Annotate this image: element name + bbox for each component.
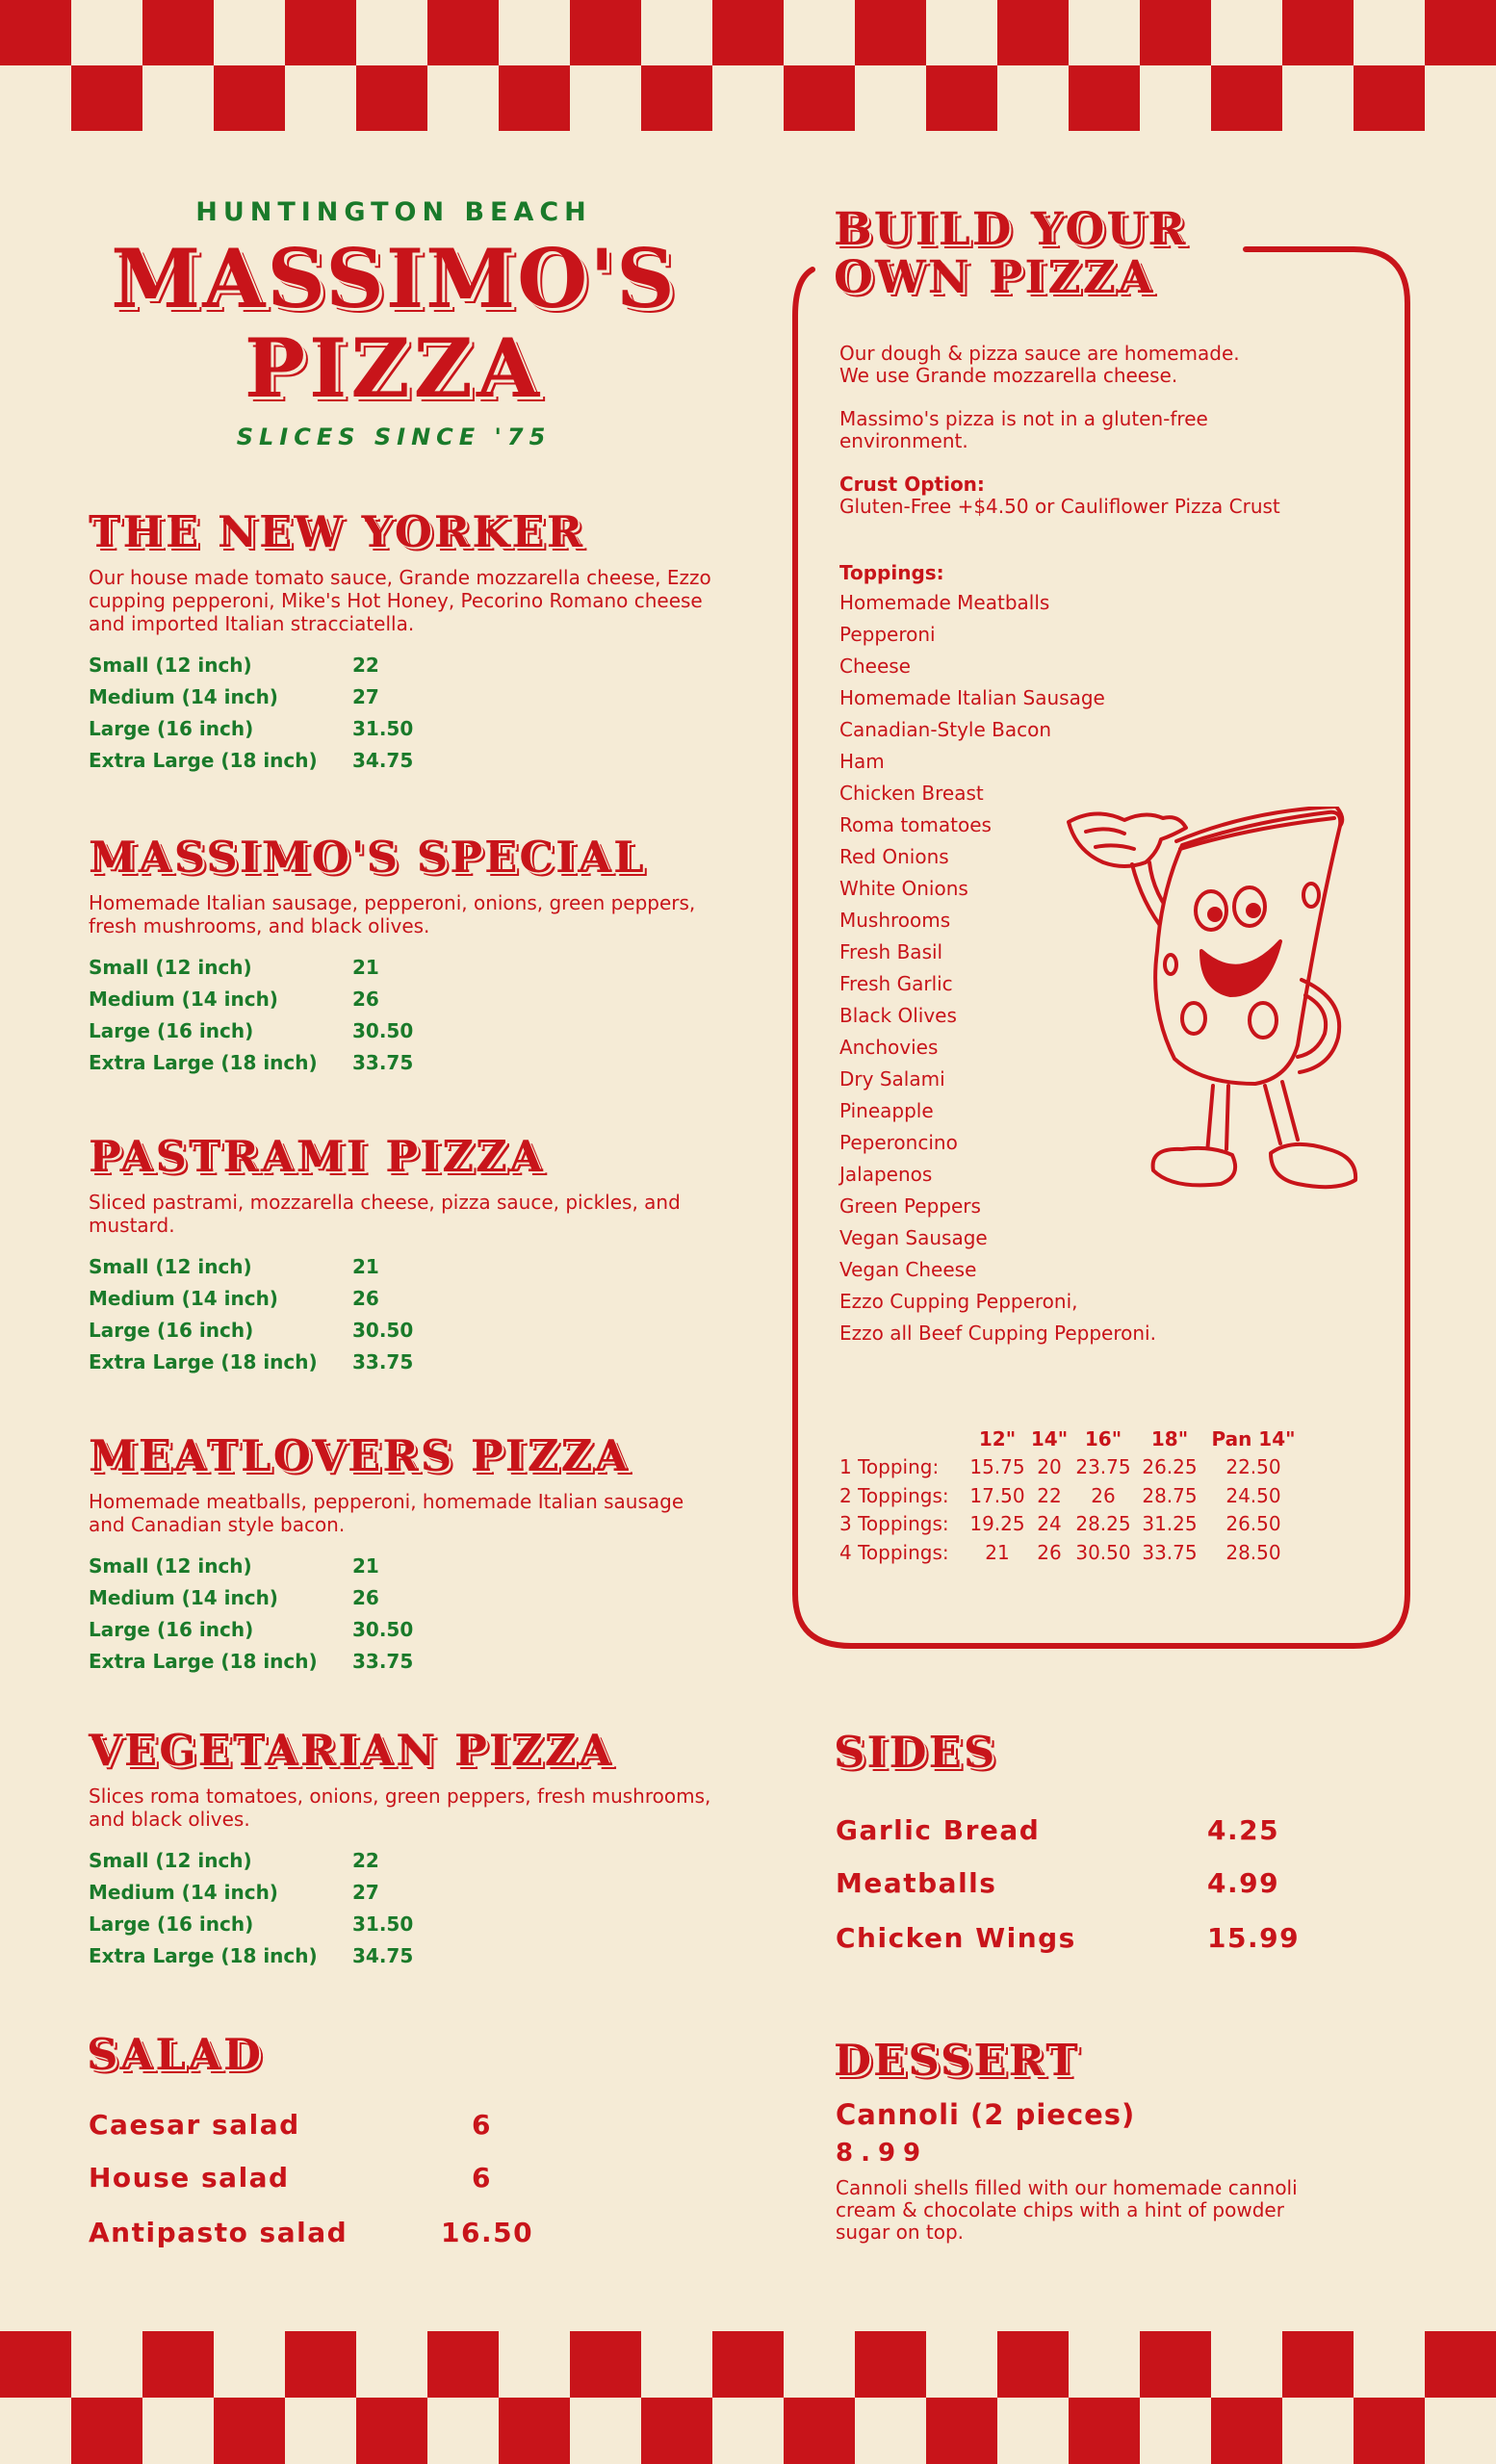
- topping-item: Black Olives: [839, 1004, 957, 1027]
- salad-item-price: 16.50: [441, 2217, 534, 2248]
- size-label: Small (12 inch): [89, 955, 252, 979]
- size-label: Extra Large (18 inch): [89, 1349, 318, 1373]
- size-label: Large (16 inch): [89, 1018, 254, 1042]
- size-price: 30.50: [352, 1018, 414, 1042]
- toppings-label: Toppings:: [839, 561, 944, 584]
- checker-square: [71, 2398, 142, 2464]
- size-price: 34.75: [352, 748, 414, 772]
- size-row: [89, 951, 724, 983]
- size-label: Small (12 inch): [89, 1254, 252, 1278]
- pizza-section-pastrami: [89, 1133, 724, 1377]
- topping-item: Chicken Breast: [839, 782, 984, 805]
- size-price: 26: [352, 987, 379, 1011]
- size-price: 31.50: [352, 1912, 414, 1936]
- size-price: 27: [352, 1880, 379, 1904]
- checker-square: [570, 2331, 641, 2398]
- price-cell: 22.50: [1225, 1455, 1281, 1479]
- size-price-list: [89, 951, 724, 1078]
- pizza-mascot-illustration: [1057, 807, 1375, 1230]
- topping-item: Dry Salami: [839, 1067, 945, 1091]
- price-cell: 22: [1037, 1483, 1062, 1507]
- topping-count-label: 1 Topping:: [839, 1455, 940, 1479]
- checker-square: [784, 2398, 855, 2464]
- topping-price-table: [839, 1424, 1302, 1567]
- topping-count-label: 3 Toppings:: [839, 1512, 949, 1536]
- checker-square: [784, 65, 855, 131]
- size-row: [89, 1314, 724, 1346]
- topping-item: Fresh Garlic: [839, 972, 953, 995]
- topping-item: Canadian-Style Bacon: [839, 718, 1052, 741]
- pizza-description: Homemade Italian sausage, pepperoni, onions, green peppers, fresh mushrooms, and black olives.: [89, 891, 696, 937]
- size-price: 34.75: [352, 1943, 414, 1967]
- price-table-header: [839, 1424, 1302, 1453]
- pizza-description: Our house made tomato sauce, Grande mozzarella cheese, Ezzo cupping pepperoni, Mike's Hot Honey, Pecorino Romano cheese and imported Italian stracciatella.: [89, 566, 711, 635]
- checker-square: [1140, 0, 1211, 65]
- size-row: [89, 1844, 724, 1876]
- size-label: Large (16 inch): [89, 716, 254, 740]
- topping-count-label: 4 Toppings:: [839, 1540, 949, 1564]
- price-cell: 28.25: [1075, 1512, 1131, 1536]
- brand-header: [54, 0, 734, 462]
- price-cell: 30.50: [1075, 1540, 1131, 1564]
- size-row: [89, 1581, 724, 1613]
- size-price-list: [89, 649, 724, 776]
- size-row: [89, 649, 724, 680]
- size-row: [89, 1939, 724, 1971]
- topping-item: Homemade Meatballs: [839, 591, 1050, 614]
- restaurant-name-line1: MASSIMO'S: [111, 231, 677, 326]
- price-cell: 17.50: [969, 1483, 1025, 1507]
- crust-label: Crust Option:: [839, 473, 985, 496]
- size-label: Small (12 inch): [89, 1848, 252, 1872]
- build-your-own-title: [834, 203, 1199, 304]
- size-row: [89, 1908, 724, 1939]
- size-price: 30.50: [352, 1318, 414, 1342]
- size-label: Medium (14 inch): [89, 684, 278, 708]
- topping-item: Fresh Basil: [839, 940, 943, 963]
- checker-square: [499, 2398, 570, 2464]
- salad-item-price: 6: [472, 2162, 492, 2194]
- checker-square: [1140, 2331, 1211, 2398]
- side-item-name: Meatballs: [836, 1867, 997, 1899]
- price-table-row: [839, 1481, 1302, 1510]
- checkerboard-bottom-border: [0, 2331, 1496, 2464]
- build-your-own-info: [839, 343, 1379, 518]
- price-cell: 33.75: [1142, 1540, 1198, 1564]
- checker-square: [641, 2398, 712, 2464]
- size-row: [89, 1346, 724, 1377]
- build-your-own-title-line2: OWN PIZZA: [834, 251, 1155, 304]
- topping-count-label: 2 Toppings:: [839, 1483, 949, 1507]
- size-label: Large (16 inch): [89, 1912, 254, 1936]
- side-item-price: 4.25: [1207, 1814, 1280, 1846]
- size-header: 14": [1030, 1426, 1069, 1450]
- salad-item-row: [89, 2098, 666, 2152]
- checker-square: [997, 0, 1069, 65]
- price-cell: 19.25: [969, 1512, 1025, 1536]
- price-table-row: [839, 1510, 1302, 1539]
- size-label: Small (12 inch): [89, 653, 252, 677]
- salad-item-name: Antipasto salad: [89, 2217, 348, 2248]
- checker-square: [1425, 2331, 1496, 2398]
- size-row: [89, 1550, 724, 1581]
- checker-square: [855, 0, 926, 65]
- salad-item-name: House salad: [89, 2162, 290, 2194]
- size-label: Extra Large (18 inch): [89, 1050, 318, 1074]
- topping-item: Ham: [839, 750, 885, 773]
- size-row: [89, 744, 724, 776]
- price-table-row: [839, 1538, 1302, 1567]
- size-row: [89, 1014, 724, 1046]
- checker-square: [214, 2398, 285, 2464]
- topping-item: Vegan Cheese: [839, 1258, 977, 1281]
- size-price: 31.50: [352, 716, 414, 740]
- salad-item-row: [89, 2151, 666, 2205]
- dessert-title: DESSERT: [834, 2035, 1080, 2086]
- pizza-title: MASSIMO'S SPECIAL: [89, 832, 646, 883]
- topping-item: Mushrooms: [839, 909, 951, 932]
- side-item-price: 4.99: [1207, 1867, 1280, 1899]
- size-price-list: [89, 1844, 724, 1971]
- size-price-list: [89, 1550, 724, 1677]
- checker-square: [427, 2331, 499, 2398]
- price-cell: 24.50: [1225, 1483, 1281, 1507]
- pizza-title: THE NEW YORKER: [89, 506, 585, 557]
- size-label: Large (16 inch): [89, 1617, 254, 1641]
- size-label: Extra Large (18 inch): [89, 748, 318, 772]
- size-row: [89, 983, 724, 1014]
- topping-item: Ezzo Cupping Pepperoni,: [839, 1290, 1078, 1313]
- price-table-row: [839, 1453, 1302, 1482]
- location-label: HUNTINGTON BEACH: [195, 197, 592, 227]
- checker-square: [1425, 0, 1496, 65]
- sides-title: SIDES: [834, 1727, 997, 1778]
- crust-text: Gluten-Free +$4.50 or Cauliflower Pizza Crust: [839, 495, 1280, 518]
- topping-item: Red Onions: [839, 845, 949, 868]
- price-cell: 26: [1037, 1540, 1062, 1564]
- size-label: Extra Large (18 inch): [89, 1649, 318, 1673]
- topping-item: Roma tomatoes: [839, 813, 992, 836]
- salad-title: SALAD: [87, 2029, 263, 2080]
- size-label: Medium (14 inch): [89, 987, 278, 1011]
- pizza-title: MEATLOVERS PIZZA: [89, 1430, 631, 1481]
- size-price-list: [89, 1250, 724, 1377]
- side-item-row: [836, 1804, 1317, 1858]
- checker-square: [1282, 0, 1354, 65]
- size-price: 33.75: [352, 1649, 414, 1673]
- pizza-description: Sliced pastrami, mozzarella cheese, pizza sauce, pickles, and mustard.: [89, 1191, 681, 1237]
- checker-square: [1282, 2331, 1354, 2398]
- pizza-title: PASTRAMI PIZZA: [89, 1131, 545, 1182]
- checker-square: [1354, 2398, 1425, 2464]
- pizza-description: Homemade meatballs, pepperoni, homemade Italian sausage and Canadian style bacon.: [89, 1490, 684, 1536]
- price-cell: 26: [1091, 1483, 1116, 1507]
- size-header: 18": [1150, 1426, 1189, 1450]
- salad-item-row: [89, 2206, 666, 2260]
- size-price: 33.75: [352, 1050, 414, 1074]
- salad-item-price: 6: [472, 2109, 492, 2141]
- checker-square: [142, 2331, 214, 2398]
- dessert-item-description: Cannoli shells filled with our homemade cannoli cream & chocolate chips with a hint of powder sugar on top.: [836, 2176, 1298, 2244]
- dessert-item-price: 8.99: [836, 2139, 929, 2168]
- checker-square: [926, 65, 997, 131]
- topping-item: Homemade Italian Sausage: [839, 686, 1105, 709]
- checker-square: [997, 2331, 1069, 2398]
- size-price: 26: [352, 1286, 379, 1310]
- size-price: 30.50: [352, 1617, 414, 1641]
- side-item-name: Garlic Bread: [836, 1814, 1041, 1846]
- side-item-price: 15.99: [1207, 1922, 1301, 1954]
- dessert-item-name: Cannoli (2 pieces): [836, 2098, 1136, 2131]
- size-row: [89, 1645, 724, 1677]
- size-price: 21: [352, 955, 379, 979]
- side-item-row: [836, 1857, 1317, 1911]
- topping-item: White Onions: [839, 877, 968, 900]
- checker-square: [712, 2331, 784, 2398]
- checker-square: [1354, 65, 1425, 131]
- gluten-note: Massimo's pizza is not in a gluten-free environment.: [839, 407, 1208, 452]
- size-label: Medium (14 inch): [89, 1880, 278, 1904]
- size-label: Large (16 inch): [89, 1318, 254, 1342]
- checker-square: [285, 2331, 356, 2398]
- price-cell: 28.75: [1142, 1483, 1198, 1507]
- topping-item: Green Peppers: [839, 1194, 981, 1218]
- size-label: Medium (14 inch): [89, 1585, 278, 1609]
- salad-item-name: Caesar salad: [89, 2109, 300, 2141]
- size-price: 33.75: [352, 1349, 414, 1373]
- size-label: Medium (14 inch): [89, 1286, 278, 1310]
- size-price: 26: [352, 1585, 379, 1609]
- price-cell: 15.75: [969, 1455, 1025, 1479]
- topping-item: Cheese: [839, 654, 911, 678]
- price-cell: 24: [1037, 1512, 1062, 1536]
- size-label: Small (12 inch): [89, 1553, 252, 1578]
- topping-item: Anchovies: [839, 1036, 939, 1059]
- checker-square: [1211, 65, 1282, 131]
- price-cell: 31.25: [1142, 1512, 1198, 1536]
- restaurant-name-line2: PIZZA: [244, 321, 544, 416]
- price-cell: 26.50: [1225, 1512, 1281, 1536]
- topping-item: Ezzo all Beef Cupping Pepperoni.: [839, 1322, 1156, 1345]
- price-cell: 26.25: [1142, 1455, 1198, 1479]
- pizza-section-massimos-special: [89, 834, 724, 1078]
- checker-square: [356, 2398, 427, 2464]
- size-row: [89, 1876, 724, 1908]
- size-header: 16": [1084, 1426, 1122, 1450]
- pizza-section-new-yorker: [89, 508, 724, 776]
- size-row: [89, 712, 724, 744]
- size-header: Pan 14": [1211, 1426, 1296, 1450]
- size-row: [89, 1250, 724, 1282]
- checker-square: [1069, 2398, 1140, 2464]
- topping-item: Pepperoni: [839, 623, 936, 646]
- size-price: 22: [352, 1848, 379, 1872]
- checker-square: [1069, 65, 1140, 131]
- side-item-name: Chicken Wings: [836, 1922, 1076, 1954]
- size-price: 21: [352, 1254, 379, 1278]
- topping-item: Pineapple: [839, 1099, 934, 1122]
- price-cell: 20: [1037, 1455, 1062, 1479]
- size-row: [89, 1046, 724, 1078]
- size-label: Extra Large (18 inch): [89, 1943, 318, 1967]
- price-cell: 28.50: [1225, 1540, 1281, 1564]
- size-header: 12": [978, 1426, 1017, 1450]
- pizza-description: Slices roma tomatoes, onions, green peppers, fresh mushrooms, and black olives.: [89, 1784, 711, 1831]
- size-row: [89, 680, 724, 712]
- side-item-row: [836, 1912, 1317, 1965]
- size-row: [89, 1613, 724, 1645]
- checker-square: [855, 2331, 926, 2398]
- pizza-title: VEGETARIAN PIZZA: [89, 1725, 614, 1776]
- checker-square: [1211, 2398, 1282, 2464]
- pizza-section-meatlovers: [89, 1432, 724, 1677]
- size-price: 22: [352, 653, 379, 677]
- pizza-section-vegetarian: [89, 1727, 724, 1971]
- topping-item: Vegan Sausage: [839, 1226, 988, 1249]
- size-price: 21: [352, 1553, 379, 1578]
- size-row: [89, 1282, 724, 1314]
- topping-item: Peperoncino: [839, 1131, 958, 1154]
- size-price: 27: [352, 684, 379, 708]
- tagline: SLICES SINCE '75: [236, 424, 552, 450]
- price-cell: 23.75: [1075, 1455, 1131, 1479]
- price-cell: 21: [985, 1540, 1010, 1564]
- build-your-own-title-line1: BUILD YOUR: [834, 203, 1188, 256]
- checker-square: [0, 2331, 71, 2398]
- dough-note: Our dough & pizza sauce are homemade. We use Grande mozzarella cheese.: [839, 342, 1240, 387]
- topping-item: Jalapenos: [839, 1163, 933, 1186]
- checker-square: [926, 2398, 997, 2464]
